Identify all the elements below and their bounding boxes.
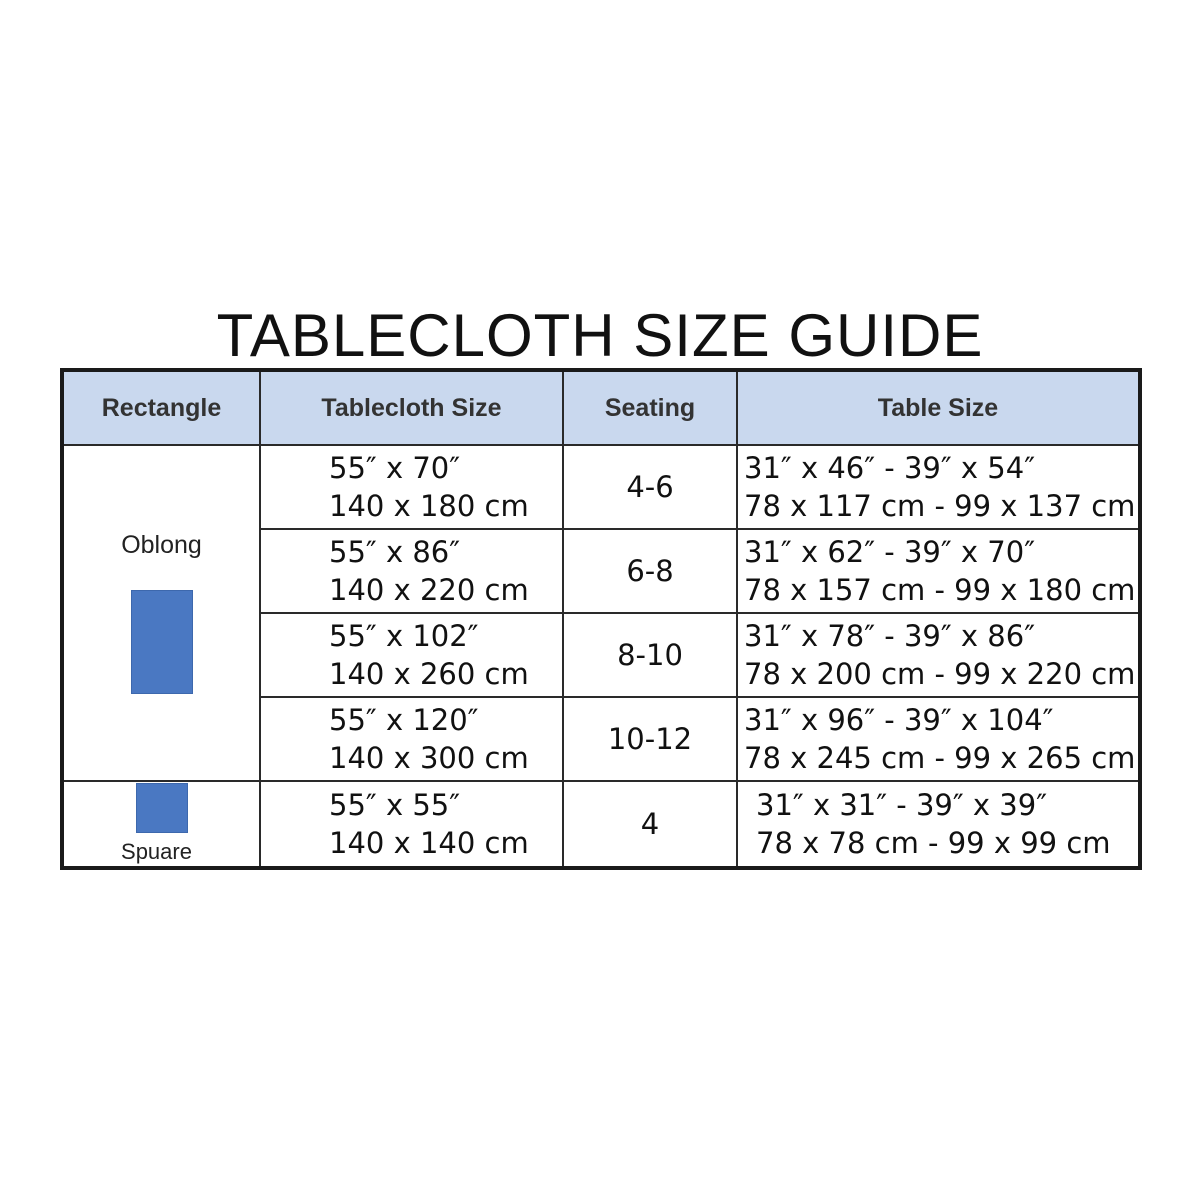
size-inches: 55″ x 70″ [329, 450, 461, 485]
size-inches: 55″ x 86″ [329, 534, 461, 569]
seating-cell: 4 [563, 781, 737, 868]
size-inches: 55″ x 55″ [329, 787, 461, 822]
header-rectangle: Rectangle [62, 370, 260, 445]
table-size-cell [737, 697, 1140, 781]
oblong-shape-cell [62, 445, 260, 781]
table-row [62, 445, 1140, 529]
tablecloth-size-cell [260, 697, 563, 781]
header-row [62, 370, 1140, 445]
table-size-cell [737, 445, 1140, 529]
square-label: Spuare [121, 838, 192, 864]
tablecloth-size-cell [260, 613, 563, 697]
size-guide-table [60, 368, 1142, 870]
size-inches: 55″ x 120″ [329, 702, 479, 737]
size-cm: 140 x 220 cm [329, 572, 529, 607]
tablecloth-size-cell [260, 529, 563, 613]
table-size-inches: 31″ x 62″ - 39″ x 70″ [744, 534, 1036, 569]
table-size-cell [737, 613, 1140, 697]
seating-cell: 6-8 [563, 529, 737, 613]
table-size-inches: 31″ x 46″ - 39″ x 54″ [744, 450, 1036, 485]
square-shape-cell [62, 781, 260, 868]
table-size-inches: 31″ x 96″ - 39″ x 104″ [744, 702, 1054, 737]
size-inches: 55″ x 102″ [329, 618, 479, 653]
table-size-cell [737, 781, 1140, 868]
size-cm: 140 x 180 cm [329, 488, 529, 523]
oblong-swatch-icon [131, 590, 193, 694]
table-size-cm: 78 x 200 cm - 99 x 220 cm [744, 656, 1136, 691]
oblong-label: Oblong [121, 531, 202, 560]
header-table-size: Table Size [737, 370, 1140, 445]
table-row [62, 781, 1140, 868]
seating-cell: 10-12 [563, 697, 737, 781]
table-size-cell [737, 529, 1140, 613]
table-size-cm: 78 x 157 cm - 99 x 180 cm [744, 572, 1136, 607]
square-swatch-icon [136, 783, 188, 833]
tablecloth-size-cell [260, 445, 563, 529]
size-cm: 140 x 300 cm [329, 740, 529, 775]
tablecloth-size-cell [260, 781, 563, 868]
size-cm: 140 x 260 cm [329, 656, 529, 691]
header-tablecloth-size: Tablecloth Size [260, 370, 563, 445]
table-size-inches: 31″ x 78″ - 39″ x 86″ [744, 618, 1036, 653]
seating-cell: 8-10 [563, 613, 737, 697]
table-size-cm: 78 x 245 cm - 99 x 265 cm [744, 740, 1136, 775]
seating-cell: 4-6 [563, 445, 737, 529]
table-size-inches: 31″ x 31″ - 39″ x 39″ [756, 787, 1048, 822]
header-seating: Seating [563, 370, 737, 445]
size-cm: 140 x 140 cm [329, 825, 529, 860]
page-title: TABLECLOTH SIZE GUIDE [216, 302, 984, 369]
table-size-cm: 78 x 117 cm - 99 x 137 cm [744, 488, 1136, 523]
table-size-cm: 78 x 78 cm - 99 x 99 cm [756, 825, 1111, 860]
